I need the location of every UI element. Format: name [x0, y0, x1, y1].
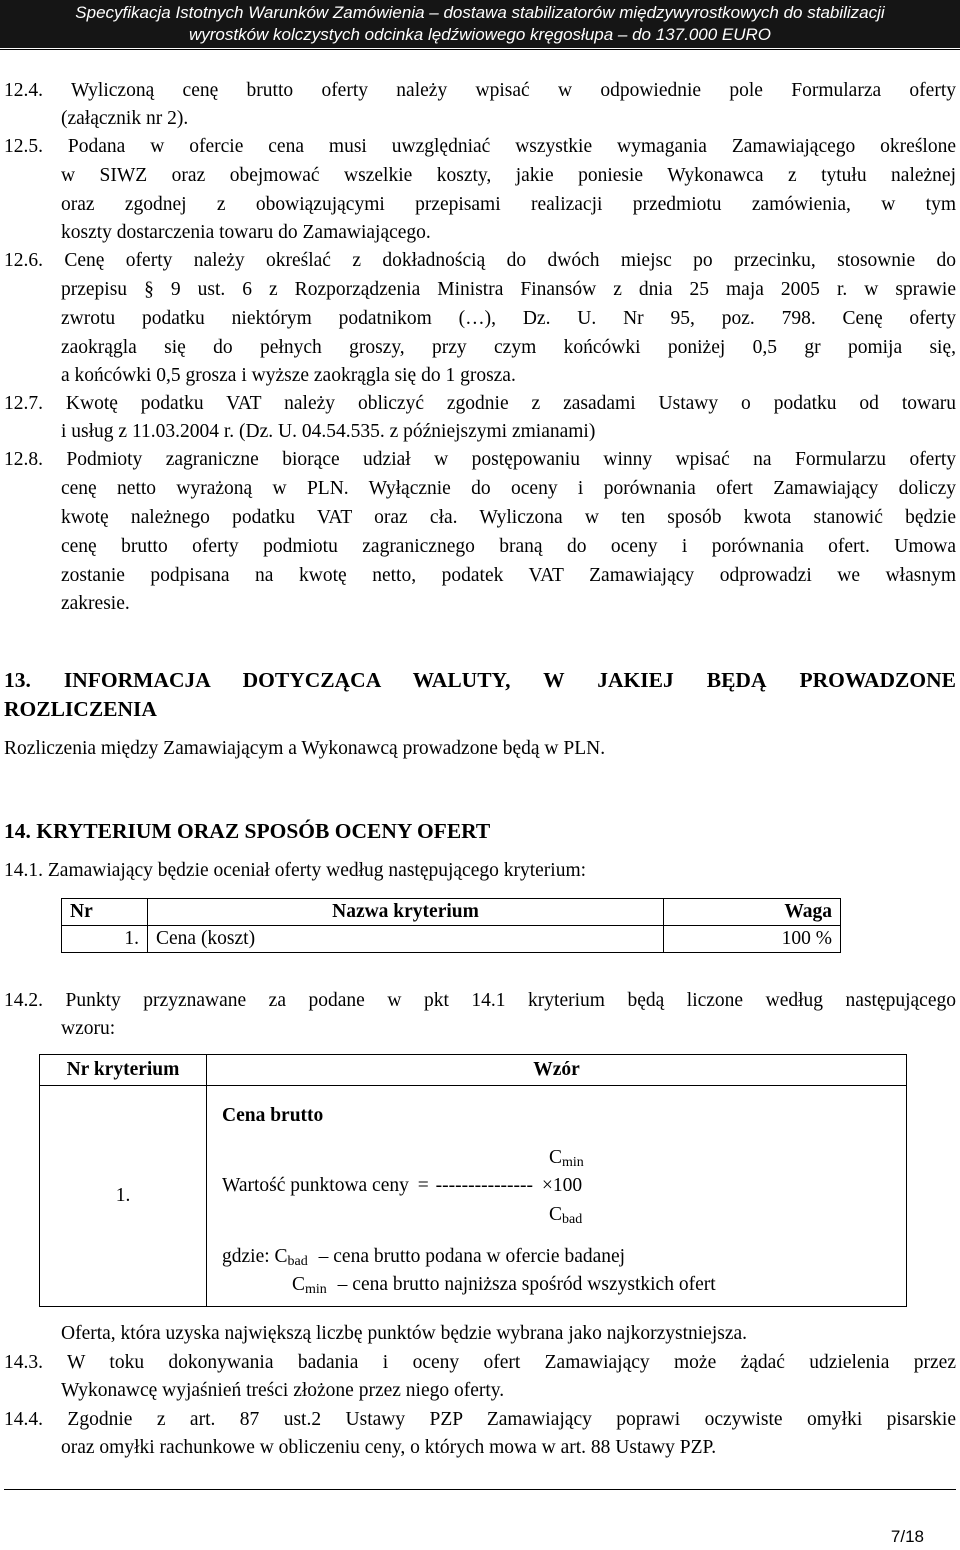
- paragraph-12-8-line-5: zostanie podpisana na kwotę netto, podatek VAT Zamawiający odprowadzi we własnym: [61, 565, 956, 586]
- paragraph-12-7-line-2: i usług z 11.03.2004 r. (Dz. U. 04.54.535. z późniejszymi zmianami): [61, 421, 596, 442]
- paragraph-12-7: 12.7. Kwotę podatku VAT należy obliczyć zgodnie z zasadami Ustawy o podatku od towaru: [4, 393, 956, 414]
- c-min-symbol: C: [549, 1147, 563, 1168]
- paragraph-12-6-line-5: a końcówki 0,5 grosza i wyższe zaokrągla się do 1 grosza.: [61, 365, 516, 386]
- paragraph-12-5: 12.5. Podana w ofercie cena musi uwzględniać wszystkie wymagania Zamawiającego określone: [4, 136, 956, 157]
- paragraph-12-4: 12.4. Wyliczoną cenę brutto oferty należy wpisać w odpowiednie pole Formularza oferty: [4, 80, 956, 101]
- formula-header-row: [40, 1055, 907, 1086]
- criteria-header-nr: Nr: [62, 899, 148, 926]
- paragraph-12-6-line-4: zaokrągla się do pełnych groszy, przy czym końcówki poniżej 0,5 gr pomija się,: [61, 337, 956, 358]
- criteria-header-row: [62, 899, 841, 926]
- formula-legend-min: [292, 1273, 716, 1302]
- formula-main-line: [222, 1174, 582, 1198]
- paragraph-12-8-line-3: kwotę należnego podatku VAT oraz cła. Wyliczona w ten sposób kwota stanowić będzie: [61, 507, 956, 528]
- footer-divider: [4, 1489, 956, 1490]
- paragraph-12-5-line-4: koszty dostarczenia towaru do Zamawiającego.: [61, 222, 431, 243]
- formula-header-formula: Wzór: [207, 1055, 907, 1086]
- paragraph-14-2: 14.2. Punkty przyznawane za podane w pkt 14.1 kryterium będą liczone według następującego: [4, 990, 956, 1011]
- criteria-table: [61, 898, 841, 953]
- formula-row: [40, 1086, 907, 1307]
- formula-cell-content: [207, 1086, 907, 1307]
- paragraph-12-6: 12.6. Cenę oferty należy określać z dokładnością do dwóch miejsc po przecinku, stosownie do: [4, 250, 956, 271]
- legend-c-bad: C: [274, 1246, 288, 1267]
- header-line-2: wyrostków kolczystych odcinka lędźwiowego kręgosłupa – do 137.000 EURO: [188, 25, 772, 44]
- multiplier: 100: [552, 1175, 583, 1196]
- criteria-header-weight: Waga: [664, 899, 841, 926]
- legend-bad-description: – cena brutto podana w ofercie badanej: [318, 1246, 626, 1267]
- header-line-1: Specyfikacja Istotnych Warunków Zamówienia – dostawa stabilizatorów międzywyrostkowych do stabilizacji: [75, 3, 885, 22]
- formula-label: Wartość punktowa ceny: [222, 1175, 409, 1196]
- criteria-cell-nr: 1.: [62, 926, 148, 953]
- criteria-row: [62, 926, 841, 953]
- paragraph-12-8: 12.8. Podmioty zagraniczne biorące udział w postępowaniu winny wpisać na Formularzu oferty: [4, 449, 956, 470]
- paragraph-12-6-line-2: przepisu § 9 ust. 6 z Rozporządzenia Ministra Finansów z dnia 25 maja 2005 r. w sprawie: [61, 279, 956, 300]
- paragraph-14-2-cont: wzoru:: [61, 1018, 116, 1039]
- legend-min-description: – cena brutto najniższa spośród wszystkich ofert: [337, 1274, 716, 1295]
- legend-c-bad-subscript: bad: [287, 1254, 308, 1269]
- formula-header-nr: Nr kryterium: [40, 1055, 207, 1086]
- paragraph-12-6-line-3: zwrotu podatku niektórym podatnikom (…), Dz. U. Nr 95, poz. 798. Cenę oferty: [61, 308, 956, 329]
- section-13-heading: 13. INFORMACJA DOTYCZĄCA WALUTY, W JAKIEJ BĘDĄ PROWADZONE: [4, 668, 956, 692]
- paragraph-12-8-line-2: cenę netto wyrażoną w PLN. Wyłącznie do oceny i porównania ofert Zamawiający doliczy: [61, 478, 956, 499]
- where-label: gdzie:: [222, 1246, 270, 1267]
- formula-title: Cena brutto: [222, 1105, 324, 1126]
- document-header: [0, 0, 960, 48]
- paragraph-12-5-line-3: oraz zgodnej z obowiązującymi przepisami realizacji przedmiotu zamówienia, w tym: [61, 194, 956, 215]
- equals-sign: =: [417, 1175, 429, 1196]
- section-14-heading: 14. KRYTERIUM ORAZ SPOSÓB OCENY OFERT: [4, 819, 491, 843]
- page-number: 7/18: [890, 1527, 924, 1546]
- paragraph-14-4-cont: oraz omyłki rachunkowe w obliczeniu ceny, o których mowa w art. 88 Ustawy PZP.: [61, 1437, 717, 1458]
- criteria-cell-weight: 100 %: [664, 926, 841, 953]
- section-13-text: Rozliczenia między Zamawiającym a Wykonawcą prowadzone będą w PLN.: [4, 738, 606, 759]
- paragraph-12-5-line-2: w SIWZ oraz obejmować wszelkie koszty, jakie poniesie Wykonawca z tytułu należnej: [61, 165, 956, 186]
- criteria-header-name: Nazwa kryterium: [148, 899, 664, 926]
- section-13-heading-cont: ROZLICZENIA: [4, 697, 157, 721]
- formula-cell-nr: [40, 1086, 207, 1307]
- c-bad-subscript: bad: [562, 1212, 583, 1227]
- paragraph-12-8-line-6: zakresie.: [61, 593, 130, 614]
- legend-c-min-subscript: min: [305, 1282, 327, 1297]
- paragraph-14-1: 14.1. Zamawiający będzie oceniał oferty według następującego kryterium:: [4, 860, 587, 881]
- paragraph-12-4-cont: (załącznik nr 2).: [61, 108, 189, 129]
- paragraph-14-4: 14.4. Zgodnie z art. 87 ust.2 Ustawy PZP Zamawiający poprawi oczywiste omyłki pisarskie: [4, 1409, 956, 1430]
- fraction-bar: ---------------: [435, 1175, 534, 1196]
- formula-conclusion: Oferta, która uzyska największą liczbę punktów będzie wybrana jako najkorzystniejsza.: [61, 1323, 748, 1344]
- formula-table: [39, 1054, 907, 1307]
- c-min-subscript: min: [562, 1155, 584, 1170]
- paragraph-14-3-cont: Wykonawcę wyjaśnień treści złożone przez niego oferty.: [61, 1380, 505, 1401]
- paragraph-14-3: 14.3. W toku dokonywania badania i oceny ofert Zamawiający może żądać udzielenia przez: [4, 1352, 956, 1373]
- legend-c-min: C: [292, 1274, 306, 1295]
- formula-legend-bad: [222, 1245, 625, 1274]
- formula-numerator: [549, 1146, 584, 1175]
- formula-denominator: [549, 1203, 582, 1232]
- c-bad-symbol: C: [549, 1204, 563, 1225]
- header-divider: [0, 49, 960, 50]
- formula-nr-value: 1.: [115, 1185, 131, 1206]
- criteria-cell-name: Cena (koszt): [148, 926, 664, 953]
- paragraph-12-8-line-4: cenę brutto oferty podmiotu zagranicznego braną do oceny i porównania ofert. Umowa: [61, 536, 956, 557]
- times-sign: ×: [541, 1175, 553, 1196]
